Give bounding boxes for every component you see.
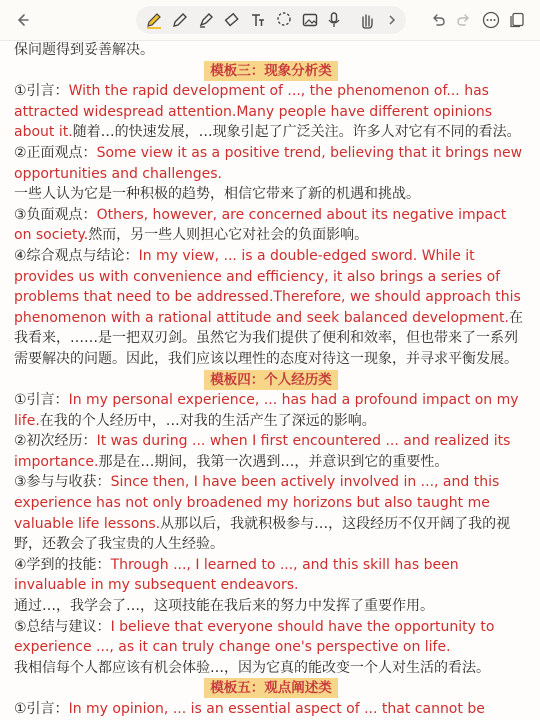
chinese-text: 一些人认为它是一种积极的趋势，相信它带来了新的机遇和挑战。 [14, 186, 420, 203]
chinese-text: 通过…，我学会了…，这项技能在我后来的努力中发挥了重要作用。 [14, 598, 434, 615]
chinese-text: 在我看来，……是一把双刃剑。虽然它为我们提供了便利和效率，但也带来了一系列需要解决的问题。因此，我们应该以理性的态度对待这一现象，并寻求平衡发展。 [14, 309, 523, 367]
top-line: 保问题得到妥善解决。 [14, 42, 154, 58]
item-label: ①引言： [14, 83, 69, 100]
item-label: ④综合观点与结论： [14, 247, 139, 264]
chinese-text: 然而，另一些人则担心它对社会的负面影响。 [88, 227, 369, 244]
pencil-icon[interactable] [168, 8, 192, 32]
item-label: ③参与与收获： [14, 474, 111, 491]
section-heading: 模板五：观点阐述类 [204, 678, 338, 698]
toolbar [0, 0, 540, 41]
english-text: I believe that everyone should have the opportunity to experience ..., as it can truly change one's perspective on life. [14, 618, 495, 656]
chinese-text: 从那以后，我就积极参与…，这段经历不仅开阔了我的视野，还教会了我宝贵的人生经验。 [14, 515, 511, 553]
text-tool-icon[interactable] [246, 8, 270, 32]
list-item [14, 390, 528, 431]
chinese-text: 那是在…期间，我第一次遇到…，并意识到它的重要性。 [98, 453, 449, 470]
list-item [14, 699, 528, 720]
chevron-right-icon[interactable] [380, 8, 404, 32]
item-label: ①引言： [14, 701, 69, 717]
undo-icon[interactable] [426, 8, 450, 32]
section-heading: 模板四：个人经历类 [204, 370, 338, 390]
english-text: Since then, I have been actively involved in ..., and this experience has not only broadened my horizons but also taught me valuable life lessons. [14, 474, 500, 532]
more-icon[interactable] [479, 8, 503, 32]
back-arrow-icon[interactable] [10, 8, 34, 32]
redo-icon[interactable] [452, 8, 476, 32]
hand-icon[interactable] [354, 8, 378, 32]
pen-icon[interactable] [142, 8, 166, 32]
item-label: ②正面观点： [14, 144, 97, 161]
list-item [14, 205, 528, 246]
item-label: ③负面观点： [14, 206, 97, 223]
item-label: ②初次经历： [14, 433, 97, 450]
lasso-icon[interactable] [272, 8, 296, 32]
chinese-text: 随着…的快速发展，…现象引起了广泛关注。许多人对它有不同的看法。 [72, 124, 521, 141]
item-label: ①引言： [14, 392, 69, 409]
list-item [14, 555, 528, 596]
english-text: With the rapid development of ..., the phenomenon of... has attracted widespread attention.Many people have different opinions about it. [14, 83, 493, 141]
item-label: ④学到的技能： [14, 556, 111, 573]
english-text: In my opinion, ... is an essential aspect of ... that cannot be [68, 701, 485, 717]
note-canvas[interactable] [14, 40, 528, 720]
microphone-icon[interactable] [322, 8, 346, 32]
english-text: Through ..., I learned to ..., and this skill has been invaluable in my subsequent endeavors. [14, 556, 459, 594]
english-text: In my personal experience, ... has had a profound impact on my life. [14, 392, 519, 429]
eraser-icon[interactable] [220, 8, 244, 32]
english-text: Some view it as a positive trend, believing that it brings new opportunities and challenges. [14, 144, 523, 182]
list-item [14, 617, 528, 658]
pages-icon[interactable] [505, 8, 529, 32]
list-item [14, 472, 528, 554]
list-item [14, 431, 528, 472]
highlighter-icon[interactable] [194, 8, 218, 32]
item-label: ⑤总结与建议： [14, 618, 111, 635]
list-item [14, 81, 528, 143]
list-item [14, 246, 528, 370]
chinese-text: 在我的个人经历中，…对我的生活产生了深远的影响。 [39, 412, 376, 429]
list-item [14, 143, 528, 184]
chinese-text: 我相信每个人都应该有机会体验…，因为它真的能改变一个人对生活的看法。 [14, 659, 490, 676]
english-text: It was during ... when I first encountered ... and realized its importance. [14, 433, 511, 470]
image-icon[interactable] [298, 8, 322, 32]
section-heading: 模板三：现象分析类 [204, 61, 338, 81]
english-text: In my view, ... is a double-edged sword. While it provides us with convenience and efficiency, it also brings a series of problems that need to be addressed.Therefore, we should approach this phenomenon with a rational attitude and seek balanced development. [14, 247, 521, 326]
english-text: Others, however, are concerned about its negative impact on society. [14, 206, 507, 244]
